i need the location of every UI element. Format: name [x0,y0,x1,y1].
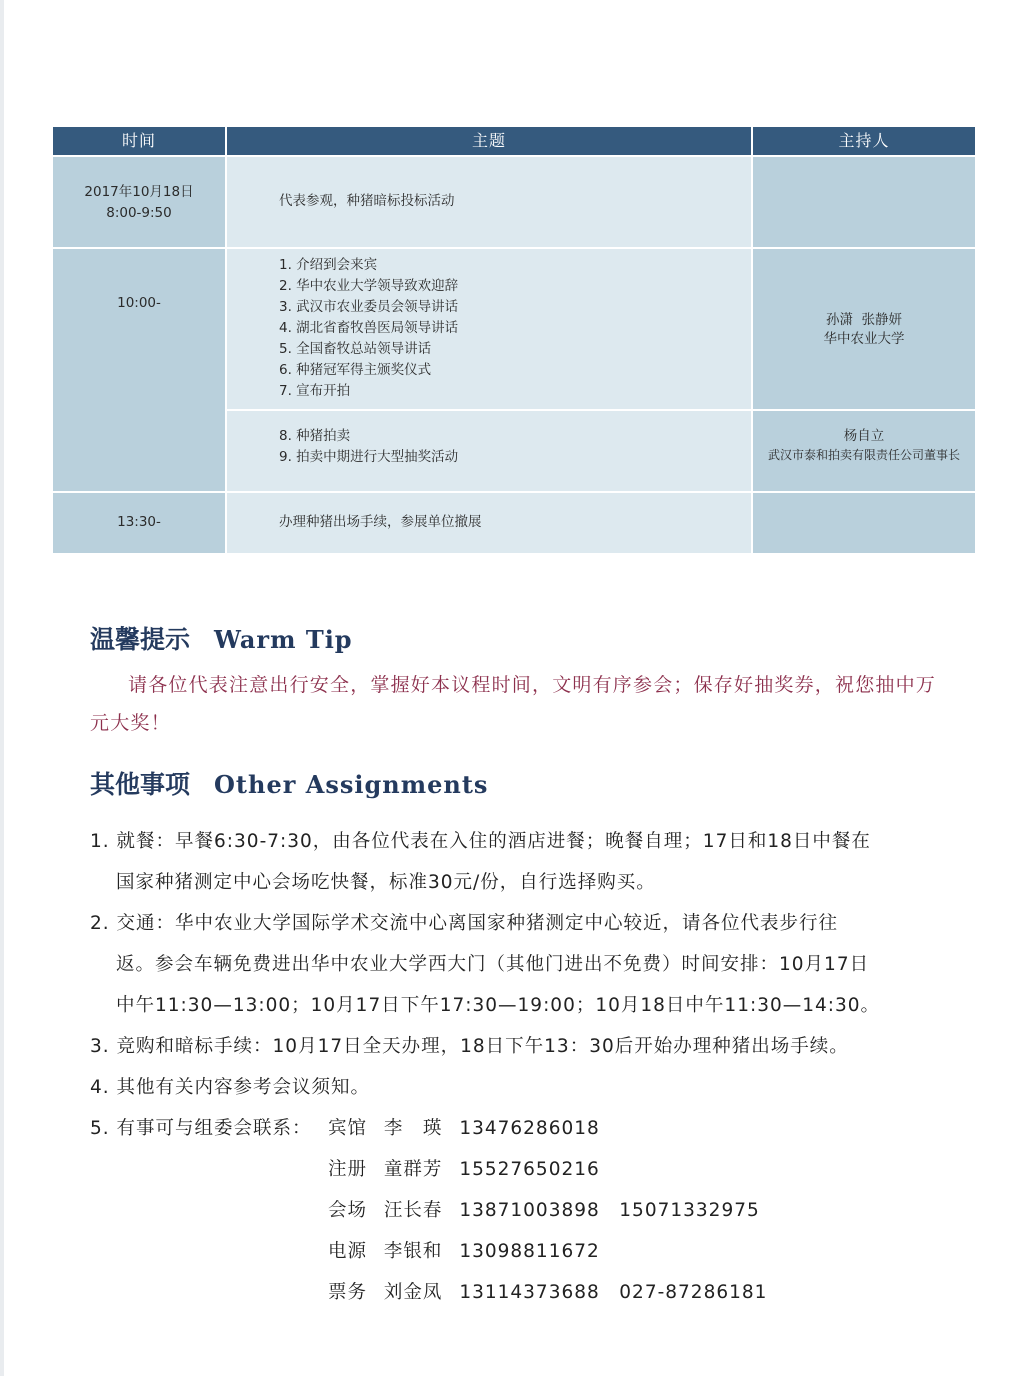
contact-row [328,1237,600,1263]
contact-phone: 13871003898 15071332975 [459,1200,760,1221]
contact-name: 李 瑛 [383,1118,443,1139]
contact-name: 汪长春 [383,1200,443,1221]
row2-host-b [753,427,975,465]
list-item: 2. 华中农业大学领导致欢迎辞 [279,278,459,294]
list-item: 5. 全国畜牧总站领导讲话 [279,341,432,357]
other-line-1: 1. 就餐：早餐6:30-7:30，由各位代表在入住的酒店进餐；晚餐自理；17日和18日中餐在 [90,831,871,852]
contact-name: 李银和 [383,1241,443,1262]
schedule-table [53,127,975,553]
header-time: 时间 [53,127,225,155]
header-topic: 主题 [227,127,751,155]
other-line-3: 2. 交通：华中农业大学国际学术交流中心离国家种猪测定中心较近，请各位代表步行往 [90,913,839,934]
other-title [90,765,488,801]
row1-date: 2017年10月18日 [84,184,194,200]
contact-name: 童群芳 [383,1159,443,1180]
header-host: 主持人 [753,127,975,155]
contact-row [328,1114,600,1140]
list-item: 7. 宣布开拍 [279,383,351,399]
row2-topic-list [279,255,458,402]
host-name: 杨自立 [843,428,885,444]
contact-role: 注册 [328,1159,368,1180]
other-line-5: 中午11:30—13:00；10月17日下午17:30—19:00；10月18日中午11:30—14:30。 [116,995,881,1016]
row2-topic-list-b [279,426,458,468]
warm-tip-title-en: Warm Tip [214,625,353,654]
warm-tip-text: 请各位代表注意出行安全，掌握好本议程时间，文明有序参会；保存好抽奖券，祝您抽中万元大奖！ [90,674,937,734]
grid-line [53,247,975,249]
grid-line [53,491,975,493]
contact-role: 宾馆 [328,1118,368,1139]
page-edge [0,0,4,1376]
contact-role: 电源 [328,1241,368,1262]
warm-tip-title-cn: 温馨提示 [90,625,191,654]
contact-role: 票务 [328,1282,368,1303]
host-org: 华中农业大学 [823,331,905,347]
list-item: 9. 拍卖中期进行大型抽奖活动 [279,449,459,465]
other-title-cn: 其他事项 [90,770,191,799]
contact-row [328,1278,767,1304]
contact-row [328,1155,600,1181]
host-org: 武汉市泰和拍卖有限责任公司董事长 [767,448,960,462]
contact-phone: 15527650216 [459,1159,600,1180]
row2-time: 10:00- [117,295,161,311]
row3-topic: 办理种猪出场手续，参展单位撤展 [279,514,482,530]
list-item: 4. 湖北省畜牧兽医局领导讲话 [279,320,459,336]
other-title-en: Other Assignments [214,770,489,799]
list-item: 1. 介绍到会来宾 [279,257,378,273]
grid-line [53,155,975,157]
host-names: 孙潇 张静妍 [825,312,903,328]
contact-phone: 13098811672 [459,1241,600,1262]
other-line-2: 国家种猪测定中心会场吃快餐，标准30元/份，自行选择购买。 [116,872,656,893]
contact-phone: 13114373688 027-87286181 [459,1282,768,1303]
contact-row [328,1196,760,1222]
list-item: 8. 种猪拍卖 [279,428,351,444]
row2-host [753,311,975,349]
other-line-8: 5. 有事可与组委会联系： [90,1118,312,1139]
contact-name: 刘金凤 [383,1282,443,1303]
other-line-6: 3. 竞购和暗标手续：10月17日全天办理，18日下午13：30后开始办理种猪出场手续。 [90,1036,849,1057]
row1-range: 8:00-9:50 [106,205,172,221]
contact-phone: 13476286018 [459,1118,600,1139]
row1-topic: 代表参观，种猪暗标投标活动 [279,193,455,209]
contact-role: 会场 [328,1200,368,1221]
row3-time: 13:30- [117,514,161,530]
other-line-7: 4. 其他有关内容参考会议须知。 [90,1077,371,1098]
list-item: 3. 武汉市农业委员会领导讲话 [279,299,459,315]
list-item: 6. 种猪冠军得主颁奖仪式 [279,362,432,378]
warm-tip-title [90,620,353,656]
other-line-4: 返。参会车辆免费进出华中农业大学西大门（其他门进出不免费）时间安排：10月17日 [116,954,870,975]
row1-time [53,182,225,224]
grid-line [225,127,227,553]
grid-line [227,409,975,411]
